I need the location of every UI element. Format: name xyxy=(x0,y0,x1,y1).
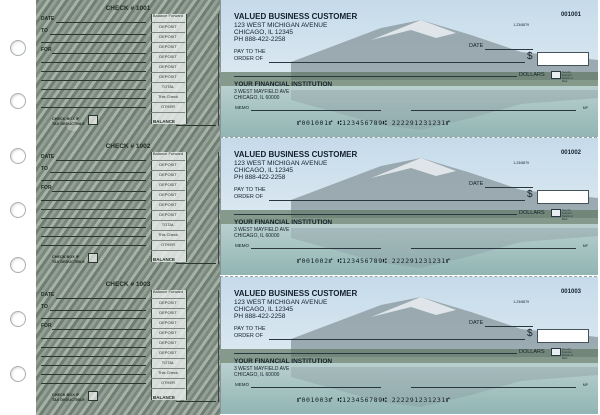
check-stub xyxy=(36,2,220,139)
date-line[interactable] xyxy=(485,187,533,188)
stub-ledger-row-label: DEPOSIT xyxy=(151,348,185,359)
bank-address-line1: 3 WEST MAYFIELD AVE xyxy=(234,227,290,233)
stub-tax-label-1: CHECK BOX IF xyxy=(52,255,80,259)
stub-ledger-line[interactable] xyxy=(41,365,146,366)
stub-ledger-row-label: DEPOSIT xyxy=(151,22,185,33)
amount-words-line[interactable] xyxy=(234,214,517,215)
bank-address-line2: CHICAGO, IL 60000 xyxy=(234,233,280,239)
tax-deductible-checkbox[interactable] xyxy=(88,391,98,401)
stub-ledger-row-label: DEPOSIT xyxy=(151,210,185,221)
stub-ledger-row-label: OTHER xyxy=(151,240,185,251)
tax-deductible-checkbox[interactable] xyxy=(88,253,98,263)
check-number: 001003 xyxy=(560,289,581,295)
memo-label: MEMO xyxy=(235,243,249,248)
date-line[interactable] xyxy=(485,326,533,327)
stub-ledger-line[interactable] xyxy=(41,347,146,348)
bank-address-line1: 3 WEST MAYFIELD AVE xyxy=(234,89,290,95)
stub-balance-label: BALANCE xyxy=(153,395,175,400)
stub-ledger-row-label: OTHER xyxy=(151,102,185,113)
signature-line[interactable] xyxy=(411,110,576,111)
tax-deductible-checkbox[interactable] xyxy=(88,115,98,125)
stub-for-line[interactable] xyxy=(52,329,146,330)
micr-line: ⑈001001⑈ ⑆123456789⑆ 222291231231⑈ xyxy=(297,119,451,127)
stub-ledger-row-label: This Check xyxy=(151,368,185,379)
stub-tax-label-2: TAX DEDUCTIBLE xyxy=(52,122,85,126)
stub-ledger-line[interactable] xyxy=(41,218,146,219)
stub-ledger-line[interactable] xyxy=(41,209,146,210)
stub-ledger-line[interactable] xyxy=(41,62,146,63)
stub-for-label: FOR xyxy=(41,47,52,53)
routing-fraction: 1-23/6879 xyxy=(513,23,529,27)
customer-name: VALUED BUSINESS CUSTOMER xyxy=(234,12,358,21)
date-label: DATE xyxy=(469,181,484,187)
dollar-sign: $ xyxy=(527,328,533,339)
business-check xyxy=(220,0,598,137)
stub-ledger-row-label: DEPOSIT xyxy=(151,190,185,201)
mp-label: MP xyxy=(582,106,588,110)
stub-balance-forward: Balance Forward xyxy=(151,152,185,161)
stub-ledger-row-label: DEPOSIT xyxy=(151,328,185,339)
stub-for-label: FOR xyxy=(41,323,52,329)
stub-column xyxy=(36,0,220,415)
binder-hole xyxy=(10,93,26,109)
customer-address-line2: CHICAGO, IL 12345 xyxy=(234,306,294,313)
security-features-text: Security Features Details on Back xyxy=(562,348,574,360)
bank-address-line2: CHICAGO, IL 60000 xyxy=(234,372,280,378)
dollars-label: DOLLARS xyxy=(519,210,545,216)
dollar-sign: $ xyxy=(527,51,533,62)
stub-ledger-row-label: TOTAL xyxy=(151,220,185,231)
stub-to-label: TO xyxy=(41,304,48,310)
padlock-icon xyxy=(551,209,561,217)
stub-to-line[interactable] xyxy=(50,172,146,173)
stub-ledger-row-label: DEPOSIT xyxy=(151,160,185,171)
amount-words-line[interactable] xyxy=(234,76,517,77)
stub-ledger-row-label: DEPOSIT xyxy=(151,338,185,349)
check-number: 001001 xyxy=(560,12,581,18)
date-label: DATE xyxy=(469,320,484,326)
stub-date-line[interactable] xyxy=(56,298,146,299)
stub-ledger-line[interactable] xyxy=(41,374,146,375)
stub-ledger-row-label: DEPOSIT xyxy=(151,170,185,181)
padlock-icon xyxy=(551,348,561,356)
stub-ledger-row-label: DEPOSIT xyxy=(151,72,185,83)
padlock-icon xyxy=(551,71,561,79)
mp-label: MP xyxy=(582,383,588,387)
stub-ledger-row-label: TOTAL xyxy=(151,358,185,369)
stub-to-line[interactable] xyxy=(50,34,146,35)
stub-ledger-line[interactable] xyxy=(41,71,146,72)
binder-hole xyxy=(10,40,26,56)
pay-to-label: PAY TO THE xyxy=(234,49,266,55)
routing-fraction: 1-23/6879 xyxy=(513,300,529,304)
amount-words-line[interactable] xyxy=(234,353,517,354)
stub-amount-column-edge xyxy=(218,152,219,264)
perforation-line xyxy=(220,137,597,138)
stub-ledger-row-label: DEPOSIT xyxy=(151,298,185,309)
stub-ledger-line[interactable] xyxy=(41,107,146,108)
order-of-label: ORDER OF xyxy=(234,333,264,339)
customer-phone: PH 888-422-2258 xyxy=(234,36,286,43)
stub-ledger-row-label: DEPOSIT xyxy=(151,318,185,329)
stub-ledger-row-label: This Check xyxy=(151,92,185,103)
stub-title: CHECK # 1002 xyxy=(105,143,151,150)
micr-line: ⑈001003⑈ ⑆123456789⑆ 222291231231⑈ xyxy=(297,396,451,404)
bank-address-line1: 3 WEST MAYFIELD AVE xyxy=(234,366,290,372)
amount-field[interactable] xyxy=(537,329,589,343)
stub-tax-label-1: CHECK BOX IF xyxy=(52,393,80,397)
stub-date-label: DATE xyxy=(41,16,55,22)
stub-ledger-line[interactable] xyxy=(41,227,146,228)
stub-ledger-row-label: This Check xyxy=(151,230,185,241)
stub-ledger-row-label: DEPOSIT xyxy=(151,200,185,211)
stub-amount-column-edge xyxy=(218,290,219,402)
stub-to-line-2[interactable] xyxy=(41,318,146,319)
stub-for-label: FOR xyxy=(41,185,52,191)
stub-to-line[interactable] xyxy=(50,310,146,311)
date-line[interactable] xyxy=(485,49,533,50)
amount-field[interactable] xyxy=(537,52,589,66)
binder-hole xyxy=(10,257,26,273)
customer-address-line2: CHICAGO, IL 12345 xyxy=(234,167,294,174)
stub-for-line[interactable] xyxy=(52,191,146,192)
memo-line[interactable] xyxy=(251,248,381,249)
stub-title: CHECK # 1001 xyxy=(105,5,151,12)
customer-name: VALUED BUSINESS CUSTOMER xyxy=(234,289,358,298)
binder-hole xyxy=(10,366,26,382)
payee-line[interactable] xyxy=(269,200,525,201)
order-of-label: ORDER OF xyxy=(234,56,264,62)
bank-address-line2: CHICAGO, IL 60000 xyxy=(234,95,280,101)
perforation-line xyxy=(220,276,597,277)
stub-ledger-row-label: DEPOSIT xyxy=(151,180,185,191)
dollars-label: DOLLARS xyxy=(519,349,545,355)
pay-to-label: PAY TO THE xyxy=(234,326,266,332)
check-stub xyxy=(36,278,220,415)
security-features-text: Security Features Details on Back xyxy=(562,209,574,221)
stub-ledger-line[interactable] xyxy=(41,245,146,246)
customer-phone: PH 888-422-2258 xyxy=(234,174,286,181)
binder-hole xyxy=(10,202,26,218)
bank-name: YOUR FINANCIAL INSTITUTION xyxy=(234,81,333,88)
mp-label: MP xyxy=(582,244,588,248)
dollar-sign: $ xyxy=(527,189,533,200)
binder-holes xyxy=(0,0,36,415)
stub-ledger-row-label: OTHER xyxy=(151,378,185,389)
stub-for-line[interactable] xyxy=(52,53,146,54)
stub-ledger-row-label: DEPOSIT xyxy=(151,42,185,53)
stub-ledger-line[interactable] xyxy=(41,338,146,339)
customer-address-line2: CHICAGO, IL 12345 xyxy=(234,29,294,36)
amount-field[interactable] xyxy=(537,190,589,204)
date-label: DATE xyxy=(469,43,484,49)
stub-ledger-line[interactable] xyxy=(41,80,146,81)
customer-phone: PH 888-422-2258 xyxy=(234,313,286,320)
stub-to-label: TO xyxy=(41,28,48,34)
customer-address-line1: 123 WEST MICHIGAN AVENUE xyxy=(234,22,328,29)
dollars-label: DOLLARS xyxy=(519,72,545,78)
customer-name: VALUED BUSINESS CUSTOMER xyxy=(234,150,358,159)
stub-ledger-row-label: DEPOSIT xyxy=(151,308,185,319)
stub-date-label: DATE xyxy=(41,292,55,298)
stub-date-line[interactable] xyxy=(56,160,146,161)
stub-tax-label-2: TAX DEDUCTIBLE xyxy=(52,260,85,264)
stub-date-line[interactable] xyxy=(56,22,146,23)
routing-fraction: 1-23/6879 xyxy=(513,161,529,165)
signature-line[interactable] xyxy=(411,387,576,388)
check-number: 001002 xyxy=(560,150,581,156)
signature-line[interactable] xyxy=(411,248,576,249)
stub-to-line-2[interactable] xyxy=(41,42,146,43)
memo-label: MEMO xyxy=(235,382,249,387)
stub-amount-column-edge xyxy=(218,14,219,126)
memo-line[interactable] xyxy=(251,387,381,388)
bank-name: YOUR FINANCIAL INSTITUTION xyxy=(234,358,333,365)
business-check xyxy=(220,277,598,414)
stub-ledger-line[interactable] xyxy=(41,356,146,357)
stub-balance-line[interactable] xyxy=(176,263,216,264)
stub-balance-line[interactable] xyxy=(176,401,216,402)
memo-label: MEMO xyxy=(235,105,249,110)
stub-ledger-line[interactable] xyxy=(41,89,146,90)
stub-balance-line[interactable] xyxy=(176,125,216,126)
stub-tax-label-2: TAX DEDUCTIBLE xyxy=(52,398,85,402)
stub-ledger-row-label: DEPOSIT xyxy=(151,52,185,63)
micr-line: ⑈001002⑈ ⑆123456789⑆ 222291231231⑈ xyxy=(297,257,451,265)
order-of-label: ORDER OF xyxy=(234,194,264,200)
stub-ledger-line[interactable] xyxy=(41,383,146,384)
stub-tax-label-1: CHECK BOX IF xyxy=(52,117,80,121)
business-check xyxy=(220,138,598,275)
security-features-text: Security Features Details on Back xyxy=(562,71,574,83)
stub-ledger-row-label: DEPOSIT xyxy=(151,32,185,43)
stub-balance-label: BALANCE xyxy=(153,257,175,262)
stub-balance-label: BALANCE xyxy=(153,119,175,124)
payee-line[interactable] xyxy=(269,62,525,63)
customer-address-line1: 123 WEST MICHIGAN AVENUE xyxy=(234,160,328,167)
stub-ledger-line[interactable] xyxy=(41,236,146,237)
stub-ledger-row-label: DEPOSIT xyxy=(151,62,185,73)
stub-title: CHECK # 1003 xyxy=(105,281,151,288)
payee-line[interactable] xyxy=(269,339,525,340)
stub-balance-forward: Balance Forward xyxy=(151,14,185,23)
stub-ledger-row-label: TOTAL xyxy=(151,82,185,93)
stub-balance-forward: Balance Forward xyxy=(151,290,185,299)
binder-hole xyxy=(10,311,26,327)
customer-address-line1: 123 WEST MICHIGAN AVENUE xyxy=(234,299,328,306)
stub-date-label: DATE xyxy=(41,154,55,160)
pay-to-label: PAY TO THE xyxy=(234,187,266,193)
memo-line[interactable] xyxy=(251,110,381,111)
check-stub xyxy=(36,140,220,277)
bank-name: YOUR FINANCIAL INSTITUTION xyxy=(234,219,333,226)
binder-hole xyxy=(10,148,26,164)
stub-to-line-2[interactable] xyxy=(41,180,146,181)
stub-ledger-line[interactable] xyxy=(41,200,146,201)
stub-to-label: TO xyxy=(41,166,48,172)
stub-ledger-line[interactable] xyxy=(41,98,146,99)
